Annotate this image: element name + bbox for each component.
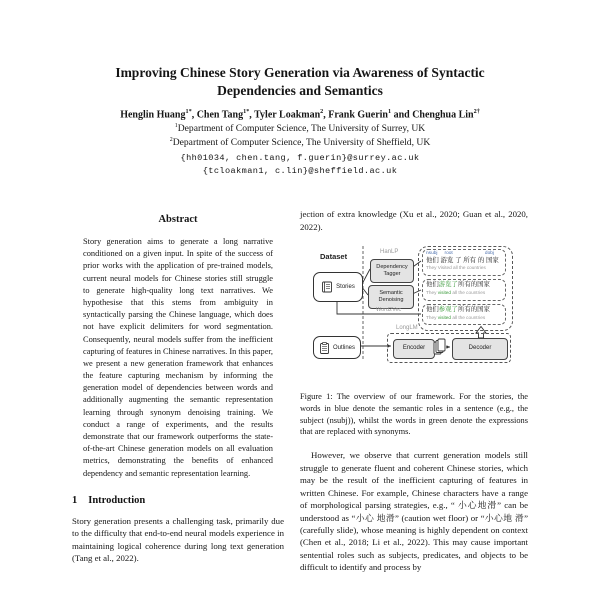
left-column (72, 208, 284, 574)
sentence3-gloss (426, 315, 502, 321)
stacked-books-icon (433, 338, 446, 356)
affiliation-sup: 1 (174, 123, 178, 130)
section-title: Introduction (88, 494, 146, 506)
stories-box (313, 272, 363, 302)
clipboard-icon (319, 342, 330, 354)
abstract-heading: Abstract (158, 214, 198, 226)
semantic-denoising-box: Semantic Denoising (368, 285, 414, 309)
author: Frank Guerin (328, 109, 388, 121)
affiliation-text: Department of Computer Science, The University of Surrey, UK (177, 123, 426, 135)
zh-text: 所有的国家 (457, 306, 490, 314)
tag-dobj: dobj (484, 251, 494, 257)
author-sep: , (191, 109, 197, 121)
introduction-paragraph: Story generation presents a challenging task, primarily due to the difficulty that end-to-end neural models experience in maintaining logical coherence during long text generation (Tang et al., 2022). (72, 515, 284, 564)
word2vec-label: Word2Vec (376, 307, 402, 314)
outlines-label: Outlines (332, 344, 355, 351)
author-sup: 2 (320, 108, 324, 116)
author: Chen Tang (196, 109, 244, 121)
author-sep: , (249, 109, 255, 121)
figure-1-caption: Figure 1: The overview of our framework. For the stories, the words in blue denote the semantic roles in a sentence (e.g., the subject (nsubj)), whilst the words in green denote the expressions that are replaced with synonyms. (300, 392, 528, 437)
book-icon (321, 281, 333, 293)
decoder-box: Decoder (452, 338, 508, 360)
author-sup: 1* (243, 108, 250, 116)
paper-title: Improving Chinese Story Generation via Awareness of Syntactic Dependencies and Semantics (115, 65, 485, 98)
author: Henglin Huang (120, 109, 186, 121)
zh-text: 他们 (426, 306, 439, 314)
zh-synonym: 游览了 (438, 281, 458, 289)
zh-text: 所有的国家 (457, 281, 490, 289)
author-sup: 1* (185, 108, 192, 116)
hanlp-label: HanLP (380, 249, 399, 256)
tag-nsubj: nsubj (426, 251, 438, 257)
affiliation-1 (0, 122, 600, 135)
figure-1-diagram (300, 246, 530, 368)
continued-paragraph: jection of extra knowledge (Xu et al., 2020; Guan et al., 2020, 2022). (300, 209, 528, 232)
author: Tyler Loakman (254, 109, 321, 121)
en-synonym: visited (437, 289, 452, 295)
abstract-text: Story generation aims to generate a long narrative conditioned on a given input. In spite of the success of prior works with the application of pre-trained models, current neural models for Chinese stories still struggle to generate high-quality long text narratives. We hypothesise that this stems from ambiguity in syntactically parsing the Chinese language, which does not have explicit delimiters for word segmentation. Consequently, neural models suffer from the inefficient capturing of features in Chinese narratives. In this paper, we present a new generation framework that enhances the feature capturing mechanism by informing the generation model of dependencies between words and additionally augmenting the semantic representation learning through synonym denoising training. We conduct a range of experiments, and the results demonstrate that our framework outperforms the state-of-the-art Chinese generation models on all evaluation metrics, demonstrating the benefits of enhanced dependency and semantic representation learning. (83, 237, 273, 478)
author-line (0, 108, 600, 120)
section-number: 1 (72, 494, 78, 506)
email-line: {hh01034, chen.tang, f.guerin}@surrey.ac.uk (180, 153, 420, 164)
right-column (300, 208, 528, 574)
author-sep: , (323, 109, 329, 121)
two-column-body (0, 208, 600, 574)
en-synonym: visited (437, 314, 452, 320)
en-text: all the countries (451, 314, 486, 320)
affiliation-sup: 2 (169, 136, 173, 143)
sentence3-chinese (426, 306, 502, 315)
author-sep: and (391, 109, 413, 121)
sentence2-chinese (426, 281, 502, 290)
sentence1-chinese: 他们 游览 了 所有 的 国家 (426, 256, 499, 264)
en-text: They (426, 289, 438, 295)
sentence1-gloss: They Visited all the countries (426, 265, 486, 271)
sentence2-gloss (426, 290, 502, 296)
affiliation-text: Department of Computer Science, The University of Sheffield, UK (172, 137, 431, 149)
outlines-box (313, 336, 361, 359)
affiliation-2 (0, 136, 600, 149)
synonym-sentence-box-2 (422, 304, 506, 325)
zh-text: 他们 (426, 281, 439, 289)
author-sup: 1 (387, 108, 392, 116)
encoder-box: Encoder (393, 339, 435, 359)
dependency-sentence-box (422, 249, 506, 276)
however-paragraph: However, we observe that current generation models still struggle to generate fluent and coherent Chinese stories, which may be the result of the inefficient capturing of features in written Chinese. For example, Chinese characters have a range of morphological parsing strategies, e.g., “ 小心地滑” can be understood as “小心 地滑” (caution wet floor) or “小心地 滑” (carefully slide), whose meaning is highly dependent on context (Chen et al., 2018; Li et al., 2022). This may cause important sentential roles such as subjects, predicates, and objects to be difficult to identify and process by (300, 450, 528, 573)
synonym-sentence-box-1 (422, 279, 506, 301)
longlm-label: LongLM (396, 325, 418, 332)
stories-label: Stories (336, 284, 355, 291)
en-text: They (426, 314, 438, 320)
tag-root: root (444, 251, 453, 257)
en-text: all the countries (451, 289, 486, 295)
author-sup: 2† (473, 108, 480, 116)
zh-synonym: 参观了 (438, 306, 458, 314)
dependency-tagger-box: Dependency Tagger (370, 259, 414, 283)
email-block (0, 152, 600, 178)
section-heading-introduction (72, 495, 284, 506)
dataset-label: Dataset (320, 252, 348, 262)
author: Chenghua Lin (412, 109, 474, 121)
affiliation-block (0, 122, 600, 149)
email-line: {tcloakman1, c.lin}@sheffield.ac.uk (202, 166, 398, 177)
